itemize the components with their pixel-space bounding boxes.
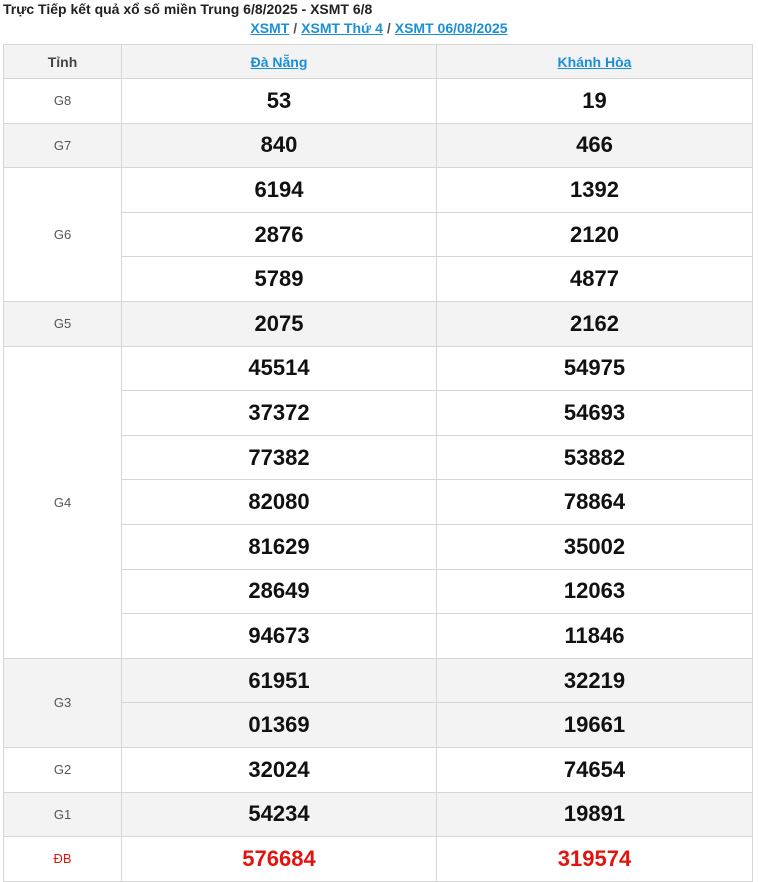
page-title: Trực Tiếp kết quả xổ số miền Trung 6/8/2025 - XSMT 6/8 [3, 1, 373, 17]
prize-label: G6 [4, 168, 122, 302]
prize-number: 1392 [437, 168, 753, 213]
prize-number: 2075 [122, 301, 437, 346]
table-row [4, 301, 753, 346]
prize-label: G5 [4, 301, 122, 346]
prize-number: 32219 [437, 658, 753, 703]
prize-number: 12063 [437, 569, 753, 614]
prize-number: 78864 [437, 480, 753, 525]
table-row [4, 837, 753, 882]
results-body [4, 79, 753, 882]
prize-number: 19661 [437, 703, 753, 748]
column-header-tinh: Tỉnh [4, 45, 122, 79]
prize-number: 01369 [122, 703, 437, 748]
prize-number: 54693 [437, 391, 753, 436]
prize-number: 74654 [437, 747, 753, 792]
prize-label: ĐB [4, 837, 122, 882]
prize-number: 2876 [122, 212, 437, 257]
prize-number: 35002 [437, 524, 753, 569]
table-row [4, 79, 753, 124]
prize-number: 576684 [122, 837, 437, 882]
prize-number: 840 [122, 123, 437, 168]
prize-number: 4877 [437, 257, 753, 302]
prize-number: 77382 [122, 435, 437, 480]
prize-number: 5789 [122, 257, 437, 302]
table-row [4, 658, 753, 703]
table-row [4, 747, 753, 792]
prize-label: G1 [4, 792, 122, 837]
prize-number: 319574 [437, 837, 753, 882]
column-header-province [122, 45, 437, 79]
table-row [4, 123, 753, 168]
prize-number: 82080 [122, 480, 437, 525]
prize-number: 54975 [437, 346, 753, 391]
prize-number: 2120 [437, 212, 753, 257]
prize-number: 61951 [122, 658, 437, 703]
results-table [3, 44, 753, 882]
prize-number: 32024 [122, 747, 437, 792]
province-link-da-nang[interactable]: Đà Nẵng [250, 53, 308, 70]
prize-number: 2162 [437, 301, 753, 346]
table-row [4, 346, 753, 391]
column-header-province [437, 45, 753, 79]
prize-label: G3 [4, 658, 122, 747]
prize-number: 54234 [122, 792, 437, 837]
prize-number: 466 [437, 123, 753, 168]
table-row [4, 168, 753, 213]
prize-number: 53 [122, 79, 437, 124]
prize-number: 81629 [122, 524, 437, 569]
prize-label: G2 [4, 747, 122, 792]
prize-label: G8 [4, 79, 122, 124]
breadcrumb-link-xsmt-date[interactable]: XSMT 06/08/2025 [394, 20, 508, 36]
prize-number: 45514 [122, 346, 437, 391]
prize-label: G4 [4, 346, 122, 658]
breadcrumb-separator: / [293, 20, 298, 36]
prize-number: 94673 [122, 614, 437, 659]
prize-number: 28649 [122, 569, 437, 614]
table-row [4, 792, 753, 837]
prize-number: 19891 [437, 792, 753, 837]
prize-number: 11846 [437, 614, 753, 659]
prize-number: 6194 [122, 168, 437, 213]
prize-label: G7 [4, 123, 122, 168]
breadcrumb-link-xsmt-thu4[interactable]: XSMT Thứ 4 [301, 20, 383, 36]
prize-number: 37372 [122, 391, 437, 436]
breadcrumb [0, 18, 758, 38]
prize-number: 53882 [437, 435, 753, 480]
breadcrumb-link-xsmt[interactable]: XSMT [250, 20, 290, 36]
province-link-khanh-hoa[interactable]: Khánh Hòa [557, 53, 632, 70]
prize-number: 19 [437, 79, 753, 124]
breadcrumb-separator: / [386, 20, 391, 36]
